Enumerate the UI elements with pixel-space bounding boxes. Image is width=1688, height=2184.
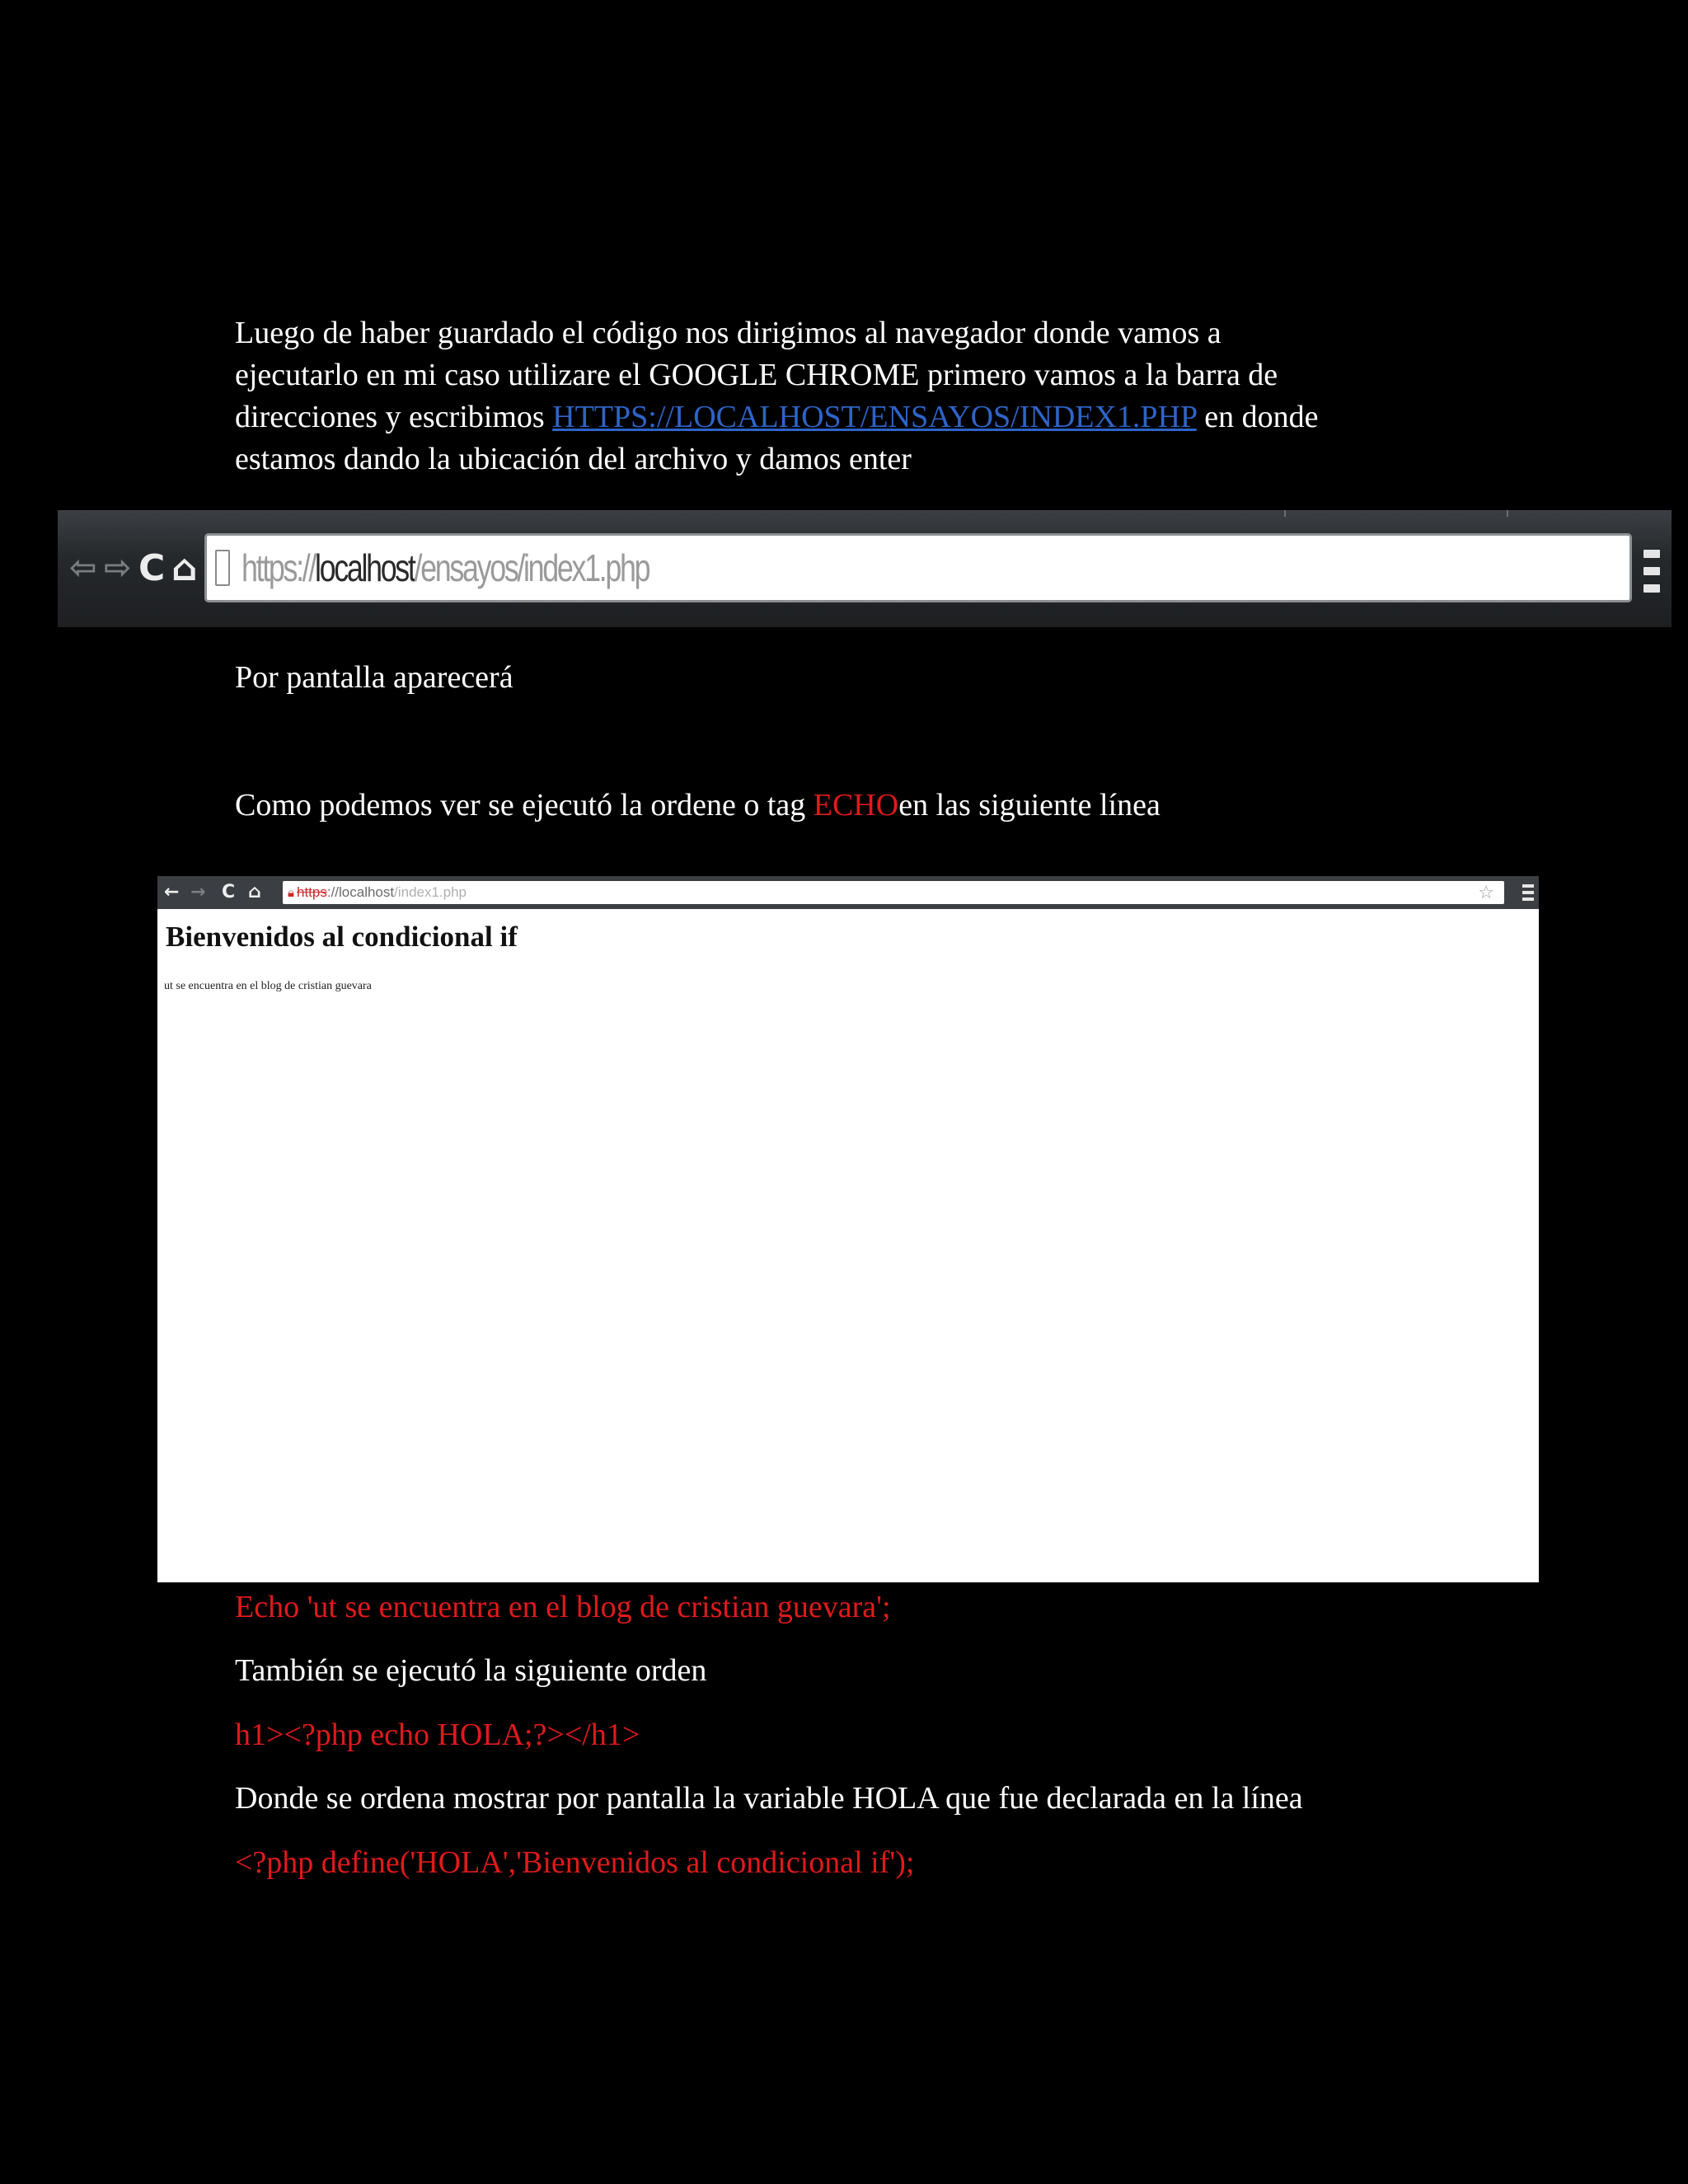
page-body-text: ut se encuentra en el blog de cristian guevara — [164, 980, 372, 992]
address-bar-screenshot — [58, 510, 1672, 627]
page-icon — [215, 550, 230, 586]
code-define: <?php define('HOLA','Bienvenidos al condicional if'); — [235, 1845, 915, 1880]
code-echo: Echo 'ut se encuentra en el blog de cristian guevara'; — [235, 1590, 891, 1624]
forward-arrow-icon: ⇨ — [104, 549, 132, 587]
page-heading: Bienvenidos al condicional if — [166, 921, 518, 953]
tab-edge-mark — [1507, 510, 1508, 517]
echo-sentence — [235, 785, 1160, 827]
intro-line-3 — [235, 396, 1455, 438]
also-executed-text: También se ejecutó la siguiente orden — [235, 1653, 707, 1688]
echo-sentence-end: en las siguiente línea — [898, 788, 1160, 823]
url-path: /ensayos/index1.php — [414, 546, 649, 589]
browser-output-screenshot — [157, 876, 1539, 1582]
localhost-link[interactable]: HTTPS://LOCALHOST/ENSAYOS/INDEX1.PHP — [552, 400, 1197, 434]
star-icon: ☆ — [1478, 882, 1494, 902]
home-icon: ⌂ — [248, 882, 261, 902]
reload-icon: C — [222, 882, 236, 902]
code-h1: h1><?php echo HOLA;?></h1> — [235, 1718, 640, 1752]
omnibox-url — [241, 546, 649, 590]
intro-line-3-start: direcciones y escribimos — [235, 400, 553, 434]
intro-paragraph — [235, 312, 1455, 480]
url-scheme: https:// — [241, 546, 315, 589]
url-scheme: https — [296, 884, 327, 900]
intro-line-1: Luego de haber guardado el código nos dirigimos al navegador donde vamos a — [235, 316, 1221, 350]
echo-sentence-start: Como podemos ver se ejecutó la ordene o tag — [235, 788, 814, 823]
forward-arrow-icon: → — [190, 882, 206, 902]
menu-icon — [1643, 550, 1660, 593]
tab-edge-mark — [1284, 510, 1286, 517]
menu-icon — [1522, 884, 1534, 901]
variable-text: Donde se ordena mostrar por pantalla la variable HOLA que fue declarada en la línea — [235, 1781, 1303, 1816]
intro-line-3-end: en donde — [1196, 400, 1319, 434]
browser-toolbar — [157, 876, 1539, 909]
echo-tag: ECHO — [813, 788, 899, 823]
back-arrow-icon: ← — [164, 882, 180, 902]
back-arrow-icon: ⇦ — [69, 549, 97, 587]
url-host: localhost — [314, 546, 415, 589]
omnibox — [204, 533, 1632, 602]
omnibox — [283, 881, 1504, 904]
reload-icon: C — [138, 546, 166, 589]
url-host: ://localhost — [326, 884, 395, 900]
home-icon: ⌂ — [171, 546, 198, 589]
broken-lock-icon: 🔒︎ — [288, 885, 294, 900]
intro-line-4: estamos dando la ubicación del archivo y damos enter — [235, 442, 912, 476]
intro-line-2: ejecutarlo en mi caso utilizare el GOOGLE CHROME primero vamos a la barra de — [235, 358, 1278, 392]
screen-text: Por pantalla aparecerá — [235, 660, 513, 695]
url-path: /index1.php — [394, 884, 467, 900]
